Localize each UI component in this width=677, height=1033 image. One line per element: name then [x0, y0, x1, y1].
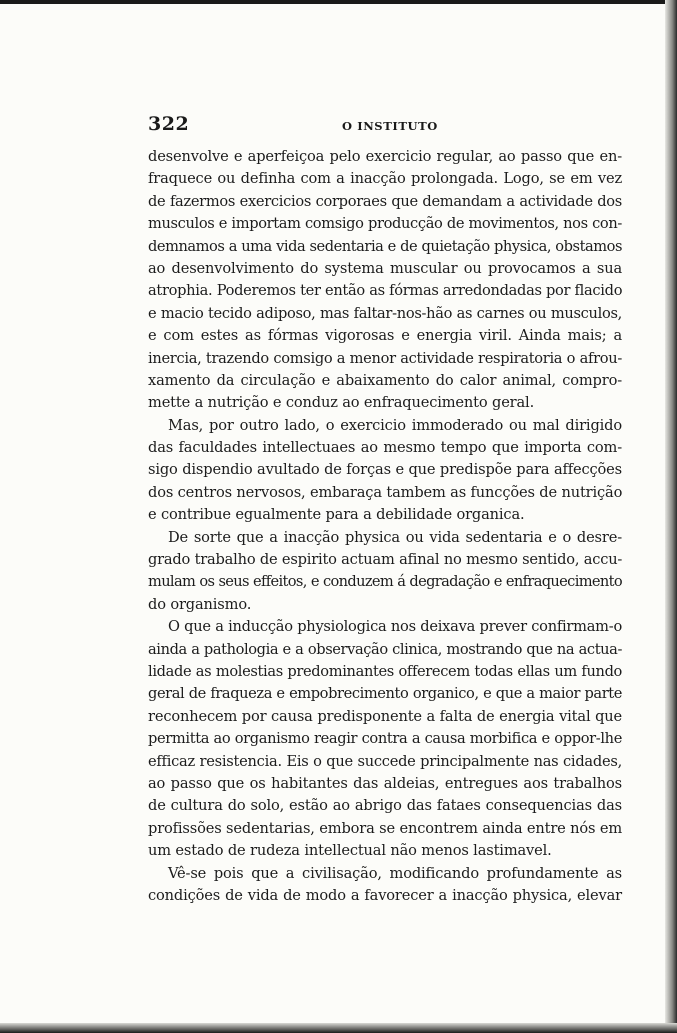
text-line: permitta ao organismo reagir contra a causa morbifica e oppor-lhe	[148, 730, 622, 748]
text-line: mette a nutrição e conduz ao enfraquecimento geral.	[148, 394, 535, 412]
text-line: O que a inducção physiologica nos deixava prever confirmam-o	[168, 618, 622, 636]
scan-edge-right	[665, 0, 677, 1033]
text-line: mulam os seus effeitos, e conduzem á degradação e enfraquecimento	[148, 573, 622, 591]
text-line: sigo dispendio avultado de forças e que predispõe para affecções	[148, 461, 622, 479]
paragraph-3	[148, 527, 622, 617]
text-line: e macio tecido adiposo, mas faltar-nos-hão as carnes ou musculos,	[148, 304, 622, 322]
text-line: grado trabalho de espirito actuam afinal no mesmo sentido, accu-	[148, 551, 623, 569]
body-text	[148, 146, 622, 907]
scan-edge-top	[0, 0, 677, 4]
paragraph-2	[148, 415, 622, 527]
text-line: de fazermos exercicios corporaes que demandam a actividade dos	[148, 192, 622, 210]
paragraph-4	[148, 616, 622, 862]
text-line: dos centros nervosos, embaraça tambem as funcções de nutrição	[148, 483, 623, 501]
text-line: de cultura do solo, estão ao abrigo das fataes consequencias das	[148, 797, 622, 815]
text-line: lidade as molestias predominantes offerecem todas ellas um fundo	[148, 662, 622, 680]
text-line: De sorte que a inacção physica ou vida sedentaria e o desre-	[168, 528, 622, 546]
text-line: e com estes as fórmas vigorosas e energia viril. Ainda mais; a	[148, 327, 622, 345]
text-line: efficaz resistencia. Eis o que succede principalmente nas cidades,	[148, 752, 622, 770]
text-line: profissões sedentarias, embora se encontrem ainda entre nós em	[148, 819, 623, 837]
scan-edge-bottom	[0, 1023, 677, 1033]
text-line: ainda a pathologia e a observação clinica, mostrando que na actua-	[148, 640, 622, 658]
text-line: um estado de rudeza intellectual não menos lastimavel.	[148, 842, 552, 860]
text-line: Vê-se pois que a civilisação, modificando profundamente as	[168, 864, 622, 882]
text-line: do organismo.	[148, 595, 252, 613]
text-line: desenvolve e aperfeiçoa pelo exercicio regular, ao passo que en-	[148, 148, 622, 165]
text-line: Mas, por outro lado, o exercicio immoderado ou mal dirigido	[168, 416, 622, 434]
text-line: geral de fraqueza e empobrecimento organico, e que a maior parte	[148, 685, 622, 703]
text-line: inercia, trazendo comsigo a menor actividade respiratoria o afrou-	[148, 349, 622, 367]
paragraph-5	[148, 863, 622, 908]
text-line: demnamos a uma vida sedentaria e de quietação physica, obstamos	[148, 237, 622, 255]
text-line: e contribue egualmente para a debilidade organica.	[148, 506, 525, 524]
page-number: 322	[148, 113, 190, 135]
text-line: atrophia. Poderemos ter então as fórmas arredondadas por flacido	[148, 282, 623, 300]
text-line: das faculdades intellectuaes ao mesmo tempo que importa com-	[148, 439, 622, 457]
text-line: xamento da circulação e abaixamento do calor animal, compro-	[148, 371, 622, 389]
text-line: ao desenvolvimento do systema muscular ou provocamos a sua	[148, 259, 622, 277]
text-line: condições de vida de modo a favorecer a inacção physica, elevar	[148, 886, 622, 904]
text-line: fraquece ou definha com a inacção prolongada. Logo, se em vez	[148, 170, 622, 188]
page-header	[148, 113, 622, 137]
text-line: musculos e importam comsigo producção de movimentos, nos con-	[148, 215, 622, 233]
running-title: O INSTITUTO	[342, 119, 438, 133]
paragraph-1	[148, 146, 622, 415]
text-line: reconhecem por causa predisponente a falta de energia vital que	[148, 707, 622, 725]
text-line: ao passo que os habitantes das aldeias, entregues aos trabalhos	[148, 774, 622, 792]
